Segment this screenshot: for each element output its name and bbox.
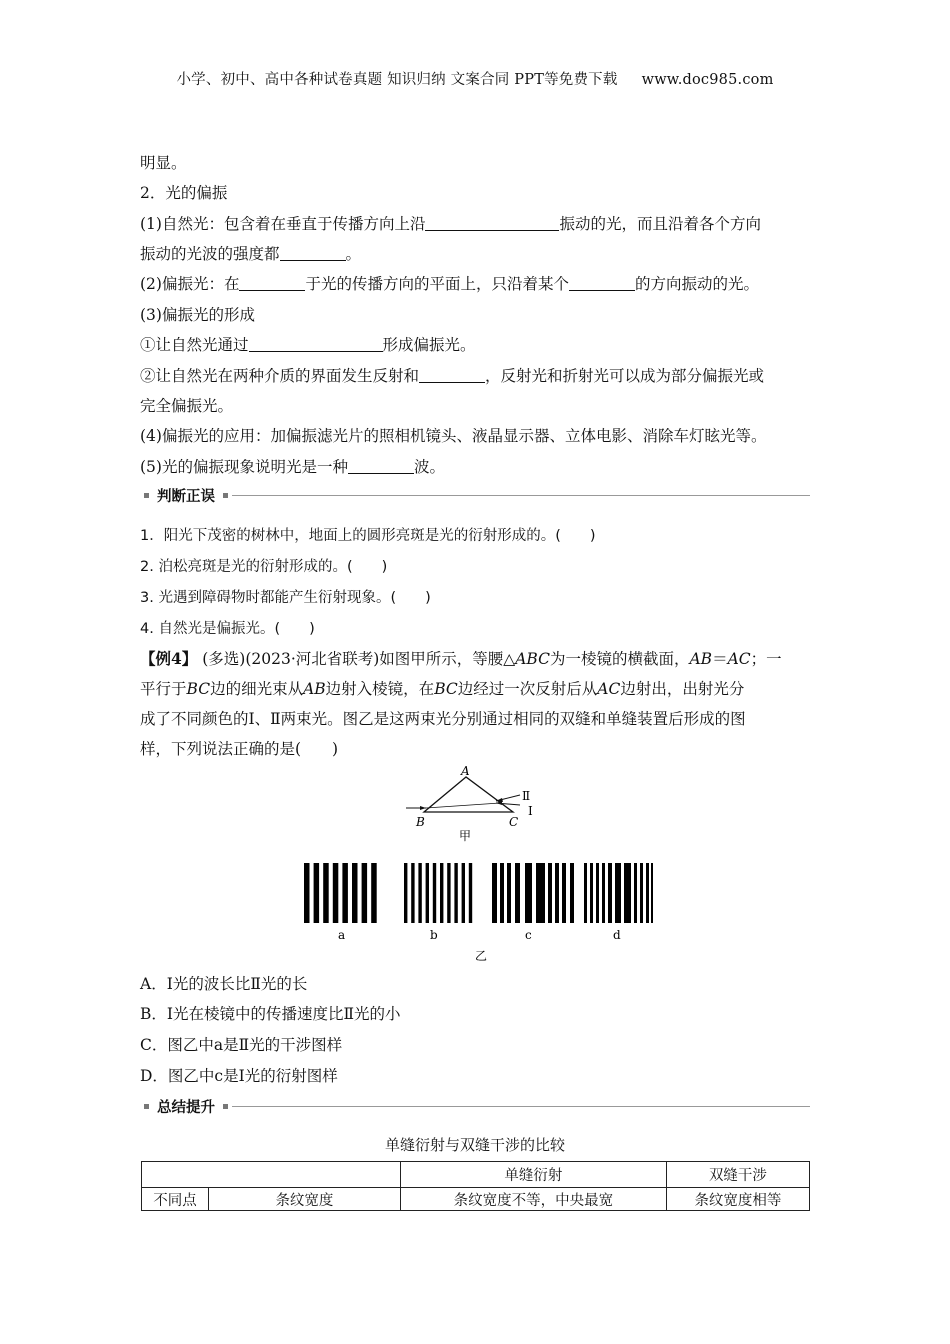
example-line: 成了不同颜色的Ⅰ、Ⅱ两束光。图乙是这两束光分别通过相同的双缝和单缝装置后形成的图 xyxy=(140,710,746,728)
fill-blank[interactable] xyxy=(348,459,414,474)
table-row-group: 不同点 xyxy=(142,1188,209,1211)
pattern-c-bar xyxy=(525,863,532,923)
judge-item: 2. 泊松亮斑是光的衍射形成的。( ) xyxy=(140,559,388,575)
text-line: (5)光的偏振现象说明光是一种 波。 xyxy=(140,458,445,476)
fill-blank[interactable] xyxy=(280,246,346,261)
label-b: B xyxy=(416,815,425,829)
pattern-a-bar xyxy=(304,863,310,923)
caption-yi: 乙 xyxy=(475,949,488,963)
pattern-c-bar xyxy=(548,863,552,923)
header-url: www.doc985.com xyxy=(641,72,774,88)
pattern-c-bar xyxy=(536,863,545,923)
pattern-d-bar xyxy=(646,863,649,923)
subheading-polarization: 2．光的偏振 xyxy=(140,184,228,202)
pattern-b-bar xyxy=(433,863,436,923)
example-line: 平行于BC边的细光束从AB边射入棱镜，在BC边经过一次反射后从AC边射出，出射光分 xyxy=(140,680,745,698)
section-title: 判断正误 xyxy=(157,488,215,505)
pattern-d-bar xyxy=(608,863,612,923)
text-line: 明显。 xyxy=(140,154,187,172)
fill-blank[interactable] xyxy=(425,216,559,231)
pattern-label-a: a xyxy=(338,928,346,942)
text-line: (4)偏振光的应用：加偏振滤光片的照相机镜头、液晶显示器、立体电影、消除车灯眩光等。 xyxy=(140,427,767,445)
table-head-double: 双缝干涉 xyxy=(666,1162,809,1188)
text-line: ②让自然光在两种介质的界面发生反射和 ，反射光和折射光可以成为部分偏振光或 xyxy=(140,367,765,385)
pattern-c-bar xyxy=(500,863,504,923)
prism-figure xyxy=(400,760,550,846)
judge-item: 3. 光遇到障碍物时都能产生衍射现象。( ) xyxy=(140,590,431,606)
table-cell-single: 条纹宽度不等，中央最宽 xyxy=(400,1188,666,1211)
table-row-item: 条纹宽度 xyxy=(209,1188,401,1211)
text-line: 振动的光波的强度都 。 xyxy=(140,245,362,263)
table-corner xyxy=(142,1162,401,1188)
section-title: 总结提升 xyxy=(157,1099,215,1116)
pattern-b-bar xyxy=(462,863,465,923)
fill-blank[interactable] xyxy=(249,337,383,352)
pattern-d-bar xyxy=(640,863,643,923)
pattern-label-c: c xyxy=(525,928,532,942)
fill-blank[interactable] xyxy=(239,276,305,291)
example-line: 【例4】 (多选)(2023·河北省联考)如图甲所示，等腰△ABC为一棱镜的横截面，AB＝AC；一 xyxy=(140,649,782,668)
section-summary xyxy=(142,1096,810,1116)
pattern-a-bar xyxy=(362,863,368,923)
fill-blank[interactable] xyxy=(419,368,485,383)
caption-jia: 甲 xyxy=(459,829,472,843)
pattern-c-bar xyxy=(515,863,520,923)
example-line: 样，下列说法正确的是( ) xyxy=(140,740,339,758)
option-d[interactable]: D．图乙中c是Ⅰ光的衍射图样 xyxy=(140,1067,338,1085)
pattern-c-bar xyxy=(562,863,566,923)
pattern-d-bar xyxy=(624,863,631,923)
pattern-b-bar xyxy=(404,863,407,923)
text-line: (2)偏振光：在 于光的传播方向的平面上，只沿着某个 的方向振动的光。 xyxy=(140,275,759,293)
pattern-label-d: d xyxy=(613,928,621,942)
pattern-d-bar xyxy=(651,863,653,923)
pattern-b-bar xyxy=(440,863,443,923)
fringe-patterns xyxy=(300,860,660,965)
page-header xyxy=(0,68,950,89)
pattern-d-bar xyxy=(596,863,599,923)
pattern-c-bar xyxy=(507,863,511,923)
section-judge xyxy=(142,485,810,505)
pattern-c-bar xyxy=(555,863,559,923)
label-beam-2: Ⅱ xyxy=(522,789,531,803)
fill-blank[interactable] xyxy=(569,276,635,291)
pattern-d-bar xyxy=(590,863,593,923)
judge-item: 1．阳光下茂密的树林中，地面上的圆形亮斑是光的衍射形成的。( ) xyxy=(140,528,596,544)
pattern-c-bar xyxy=(570,863,574,923)
pattern-b-bar xyxy=(447,863,450,923)
pattern-b-bar xyxy=(426,863,429,923)
pattern-label-b: b xyxy=(430,928,438,942)
pattern-a-bar xyxy=(371,863,377,923)
pattern-d-bar xyxy=(615,863,621,923)
comparison-table xyxy=(141,1161,810,1211)
pattern-b-bar xyxy=(454,863,457,923)
pattern-d-bar xyxy=(584,863,587,923)
pattern-a-bar xyxy=(333,863,339,923)
pattern-a-bar xyxy=(342,863,348,923)
option-b[interactable]: B．Ⅰ光在棱镜中的传播速度比Ⅱ光的小 xyxy=(140,1005,401,1023)
table-title: 单缝衍射与双缝干涉的比较 xyxy=(384,1136,565,1154)
judge-item: 4. 自然光是偏振光。( ) xyxy=(140,621,315,637)
text-line: (1)自然光：包含着在垂直于传播方向上沿 振动的光，而且沿着各个方向 xyxy=(140,215,761,233)
pattern-b-bar xyxy=(411,863,414,923)
label-a: A xyxy=(461,764,470,778)
pattern-c-bar xyxy=(492,863,497,923)
label-c: C xyxy=(509,815,519,829)
pattern-a-bar xyxy=(314,863,320,923)
pattern-d-bar xyxy=(634,863,637,923)
pattern-a-bar xyxy=(323,863,329,923)
label-beam-1: Ⅰ xyxy=(528,804,533,818)
header-text: 小学、初中、高中各种试卷真题 知识归纳 文案合同 PPT等免费下载 xyxy=(176,72,618,88)
pattern-b-bar xyxy=(418,863,421,923)
option-a[interactable]: A．Ⅰ光的波长比Ⅱ光的长 xyxy=(140,975,308,993)
text-line: ①让自然光通过 形成偏振光。 xyxy=(140,336,476,354)
option-c[interactable]: C．图乙中a是Ⅱ光的干涉图样 xyxy=(140,1036,343,1054)
table-head-single: 单缝衍射 xyxy=(400,1162,666,1188)
pattern-b-bar xyxy=(469,863,472,923)
pattern-d-bar xyxy=(602,863,605,923)
text-line: 完全偏振光。 xyxy=(140,397,234,415)
example-tag: 【例4】 xyxy=(140,649,198,668)
table-cell-double: 条纹宽度相等 xyxy=(666,1188,809,1211)
pattern-a-bar xyxy=(352,863,358,923)
text-line: (3)偏振光的形成 xyxy=(140,306,255,324)
